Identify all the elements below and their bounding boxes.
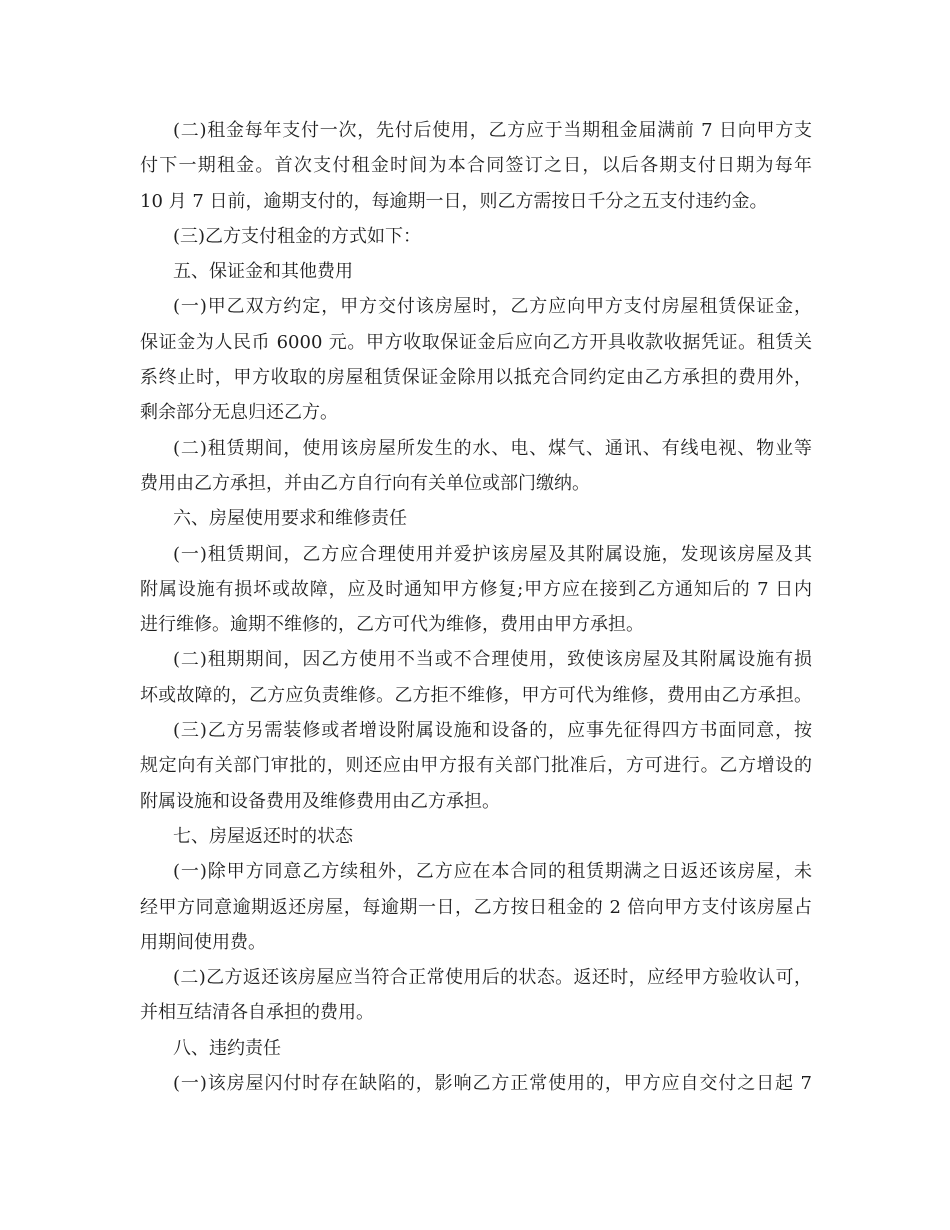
section-heading: 六、房屋使用要求和维修责任 (173, 508, 407, 530)
text-line: (一)甲乙双方约定，甲方交付该房屋时，乙方应向甲方支付房屋租赁保证金， (173, 296, 812, 318)
text-line: 剩余部分无息归还乙方。 (140, 402, 338, 424)
document-body (140, 113, 812, 1101)
text-line: 坏或故障的，乙方应负责维修。乙方拒不维修，甲方可代为维修，费用由乙方承担。 (140, 684, 812, 706)
text-line: (三)乙方另需装修或者增设附属设施和设备的，应事先征得四方书面同意，按 (173, 720, 812, 742)
text-line: 10 月 7 日前，逾期支付的，每逾期一日，则乙方需按日千分之五支付违约金。 (140, 190, 768, 212)
section-heading: 八、违约责任 (173, 1037, 281, 1059)
section-heading: 五、保证金和其他费用 (173, 261, 353, 283)
text-line: 用期间使用费。 (140, 931, 266, 953)
text-line: (一)该房屋闪付时存在缺陷的，影响乙方正常使用的，甲方应自交付之日起 7 (173, 1073, 812, 1095)
text-line: 保证金为人民币 6000 元。甲方收取保证金后应向乙方开具收款收据凭证。租赁关 (140, 331, 812, 353)
text-line: 付下一期租金。首次支付租金时间为本合同签订之日，以后各期支付日期为每年 (140, 155, 812, 177)
text-line: (二)租金每年支付一次，先付后使用，乙方应于当期租金届满前 7 日向甲方支 (173, 120, 812, 141)
text-line: (二)租赁期间，使用该房屋所发生的水、电、煤气、通讯、有线电视、物业等 (173, 437, 812, 459)
text-line: (二)租期期间，因乙方使用不当或不合理使用，致使该房屋及其附属设施有损 (173, 649, 812, 671)
text-line: 并相互结清各自承担的费用。 (140, 1002, 374, 1024)
text-line: 费用由乙方承担，并由乙方自行向有关单位或部门缴纳。 (140, 472, 590, 494)
text-line: (一)除甲方同意乙方续租外，乙方应在本合同的租赁期满之日返还该房屋，未 (173, 861, 812, 883)
text-line: (二)乙方返还该房屋应当符合正常使用后的状态。返还时，应经甲方验收认可， (173, 967, 812, 989)
text-line: (三)乙方支付租金的方式如下： (173, 225, 422, 247)
text-line: 附属设施有损坏或故障，应及时通知甲方修复;甲方应在接到乙方通知后的 7 日内 (140, 578, 812, 600)
text-line: 系终止时，甲方收取的房屋租赁保证金除用以抵充合同约定由乙方承担的费用外， (140, 367, 812, 389)
text-line: 经甲方同意逾期返还房屋，每逾期一日，乙方按日租金的 2 倍向甲方支付该房屋占 (140, 896, 812, 918)
text-line: 进行维修。逾期不维修的，乙方可代为维修，费用由甲方承担。 (140, 614, 644, 636)
section-heading: 七、房屋返还时的状态 (173, 825, 353, 847)
text-line: 附属设施和设备费用及维修费用由乙方承担。 (140, 790, 500, 812)
text-line: 规定向有关部门审批的，则还应由甲方报有关部门批准后，方可进行。乙方增设的 (140, 755, 812, 777)
text-line: (一)租赁期间，乙方应合理使用并爱护该房屋及其附属设施，发现该房屋及其 (173, 543, 812, 565)
